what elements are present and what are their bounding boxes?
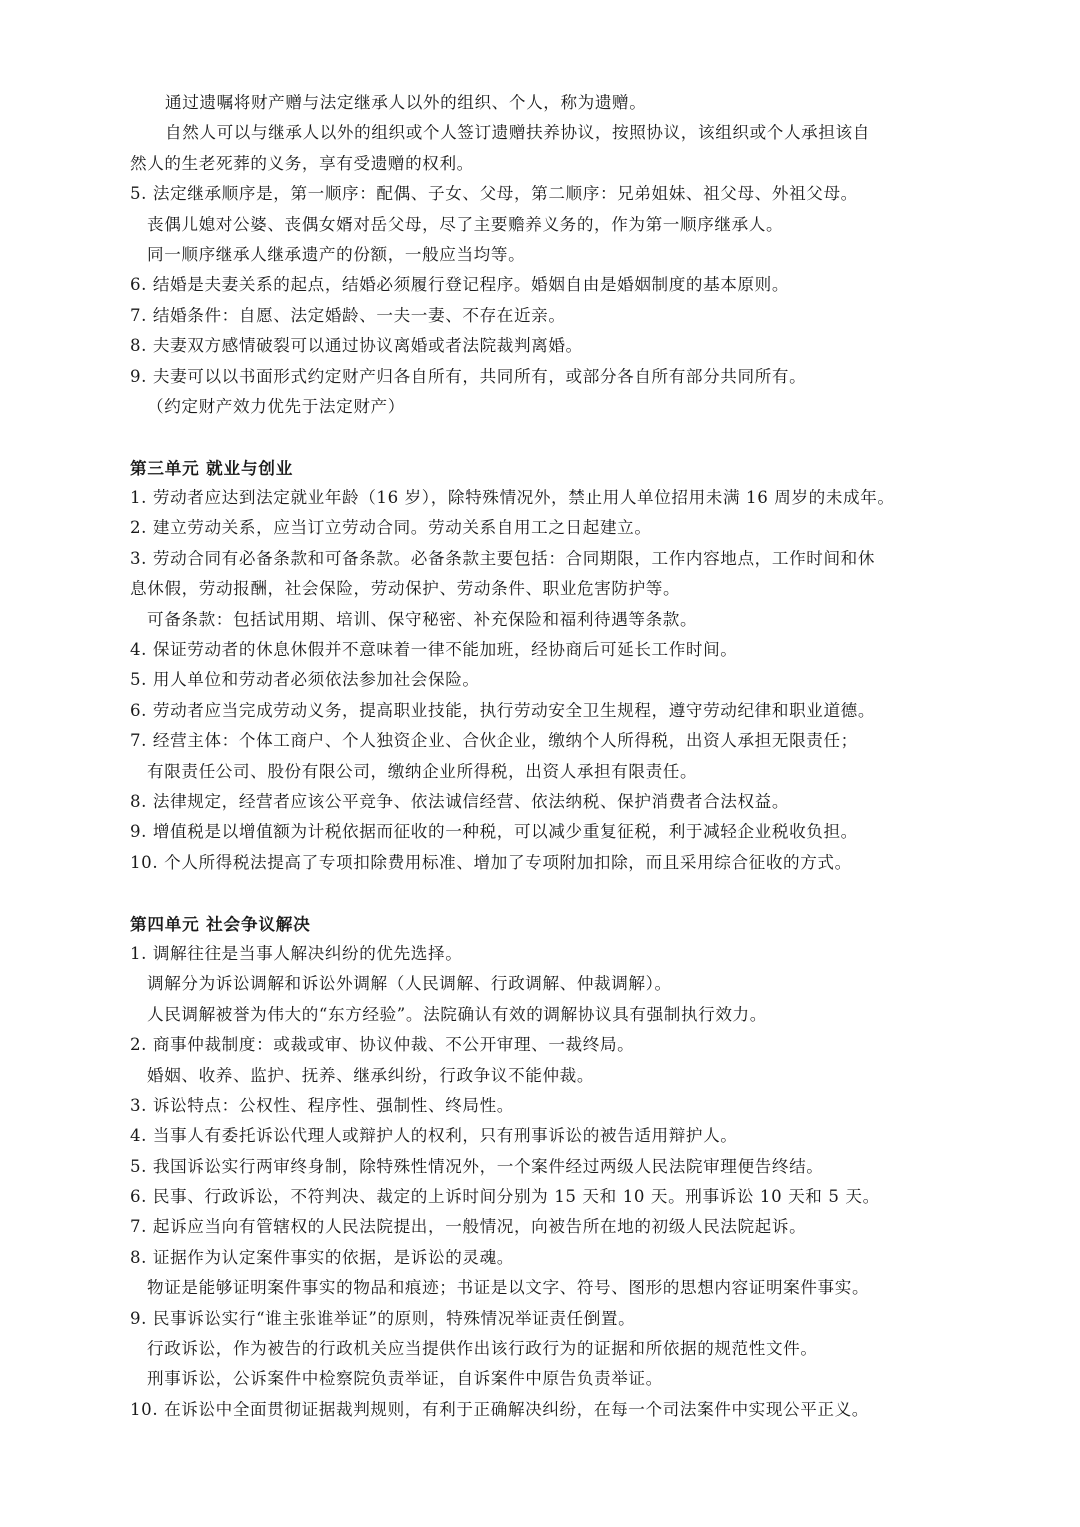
- unit3-item-1: 1. 劳动者应达到法定就业年龄（16 岁），除特殊情况外，禁止用人单位招用未满 16 周岁的未成年。: [130, 488, 895, 508]
- unit3-item-3-note: 可备条款：包括试用期、培训、保守秘密、补充保险和福利待遇等条款。: [147, 609, 698, 629]
- unit4-item-8-note: 物证是能够证明案件事实的物品和痕迹；书证是以文字、符号、图形的思想内容证明案件事实。: [147, 1278, 870, 1298]
- unit3-item-3: 3. 劳动合同有必备条款和可备条款。必备条款主要包括：合同期限，工作内容地点，工作时间和休: [130, 548, 876, 568]
- unit4-item-9: 9. 民事诉讼实行“谁主张谁举证”的原则，特殊情况举证责任倒置。: [130, 1308, 636, 1328]
- paragraph-support-agreement-cont: 然人的生老死葬的义务，享有受遗赠的权利。: [130, 153, 474, 173]
- unit4-item-7: 7. 起诉应当向有管辖权的人民法院提出，一般情况，向被告所在地的初级人民法院起诉。: [130, 1217, 807, 1237]
- list-item-5: 5. 法定继承顺序是，第一顺序：配偶、子女、父母，第二顺序：兄弟姐妹、祖父母、外祖父母。: [130, 184, 858, 204]
- section-heading-unit3: 第三单元 就业与创业: [130, 457, 294, 478]
- list-item-5-note-a: 丧偶儿媳对公婆、丧偶女婿对岳父母，尽了主要赡养义务的，作为第一顺序继承人。: [147, 214, 784, 234]
- unit3-item-10: 10. 个人所得税法提高了专项扣除费用标准、增加了专项附加扣除，而且采用综合征收的方式。: [130, 852, 852, 872]
- list-item-6: 6. 结婚是夫妻关系的起点，结婚必须履行登记程序。婚姻自由是婚姻制度的基本原则。: [130, 275, 790, 295]
- list-item-5-note-b: 同一顺序继承人继承遗产的份额，一般应当均等。: [147, 244, 526, 264]
- section-spacer: [0, 422, 1080, 452]
- unit3-item-7-note: 有限责任公司、股份有限公司，缴纳企业所得税，出资人承担有限责任。: [147, 761, 698, 781]
- unit3-item-3-cont: 息休假，劳动报酬，社会保险，劳动保护、劳动条件、职业危害防护等。: [130, 579, 681, 599]
- unit4-item-9-note-b: 刑事诉讼，公诉案件中检察院负责举证，自诉案件中原告负责举证。: [147, 1369, 663, 1389]
- unit4-item-1-note-b: 人民调解被誉为伟大的“东方经验”。法院确认有效的调解协议具有强制执行效力。: [147, 1004, 767, 1024]
- list-item-9-note: （约定财产效力优先于法定财产）: [147, 396, 405, 416]
- unit3-item-6: 6. 劳动者应当完成劳动义务，提高职业技能，执行劳动安全卫生规程，遵守劳动纪律和职业道德。: [130, 700, 876, 720]
- paragraph-support-agreement: 自然人可以与继承人以外的组织或个人签订遗赠扶养协议，按照协议，该组织或个人承担该自: [165, 123, 870, 143]
- unit4-item-3: 3. 诉讼特点：公权性、程序性、强制性、终局性。: [130, 1095, 514, 1115]
- paragraph-bequest: 通过遗嘱将财产赠与法定继承人以外的组织、个人，称为遗赠。: [165, 93, 647, 112]
- unit4-item-6: 6. 民事、行政诉讼，不符判决、裁定的上诉时间分别为 15 天和 10 天。刑事诉讼 10 天和 5 天。: [130, 1187, 880, 1207]
- unit4-item-5: 5. 我国诉讼实行两审终身制，除特殊性情况外，一个案件经过两级人民法院审理便告终结。: [130, 1156, 824, 1176]
- unit3-item-9: 9. 增值税是以增值额为计税依据而征收的一种税，可以减少重复征税，利于减轻企业税收负担。: [130, 822, 858, 842]
- unit3-item-4: 4. 保证劳动者的休息休假并不意味着一律不能加班，经协商后可延长工作时间。: [130, 640, 738, 660]
- section-heading-unit4: 第四单元 社会争议解决: [130, 913, 311, 934]
- unit3-item-2: 2. 建立劳动关系，应当订立劳动合同。劳动关系自用工之日起建立。: [130, 518, 652, 538]
- list-item-9: 9. 夫妻可以以书面形式约定财产归各自所有，共同所有，或部分各自所有部分共同所有。: [130, 366, 807, 386]
- unit3-item-5: 5. 用人单位和劳动者必须依法参加社会保险。: [130, 670, 480, 690]
- unit4-item-1-note-a: 调解分为诉讼调解和诉讼外调解（人民调解、行政调解、仲裁调解）。: [147, 974, 672, 994]
- unit4-item-9-note-a: 行政诉讼，作为被告的行政机关应当提供作出该行政行为的证据和所依据的规范性文件。: [147, 1339, 818, 1359]
- list-item-8: 8. 夫妻双方感情破裂可以通过协议离婚或者法院裁判离婚。: [130, 336, 583, 356]
- unit4-item-8: 8. 证据作为认定案件事实的依据，是诉讼的灵魂。: [130, 1247, 514, 1267]
- unit4-item-2: 2. 商事仲裁制度：或裁或审、协议仲裁、不公开审理、一裁终局。: [130, 1035, 635, 1055]
- list-item-7: 7. 结婚条件：自愿、法定婚龄、一夫一妻、不存在近亲。: [130, 305, 566, 325]
- document-page: [0, 88, 1080, 1425]
- unit4-item-4: 4. 当事人有委托诉讼代理人或辩护人的权利，只有刑事诉讼的被告适用辩护人。: [130, 1126, 738, 1146]
- unit3-item-7: 7. 经营主体：个体工商户、个人独资企业、合伙企业，缴纳个人所得税，出资人承担无限责任；: [130, 731, 858, 751]
- unit4-item-1: 1. 调解往往是当事人解决纠纷的优先选择。: [130, 943, 463, 963]
- unit4-item-2-note: 婚姻、收养、监护、抚养、继承纠纷，行政争议不能仲裁。: [147, 1065, 595, 1085]
- unit4-item-10: 10. 在诉讼中全面贯彻证据裁判规则，有利于正确解决纠纷，在每一个司法案件中实现公平正义。: [130, 1399, 870, 1419]
- unit3-item-8: 8. 法律规定，经营者应该公平竞争、依法诚信经营、依法纳税、保护消费者合法权益。: [130, 791, 790, 811]
- section-spacer: [0, 878, 1080, 908]
